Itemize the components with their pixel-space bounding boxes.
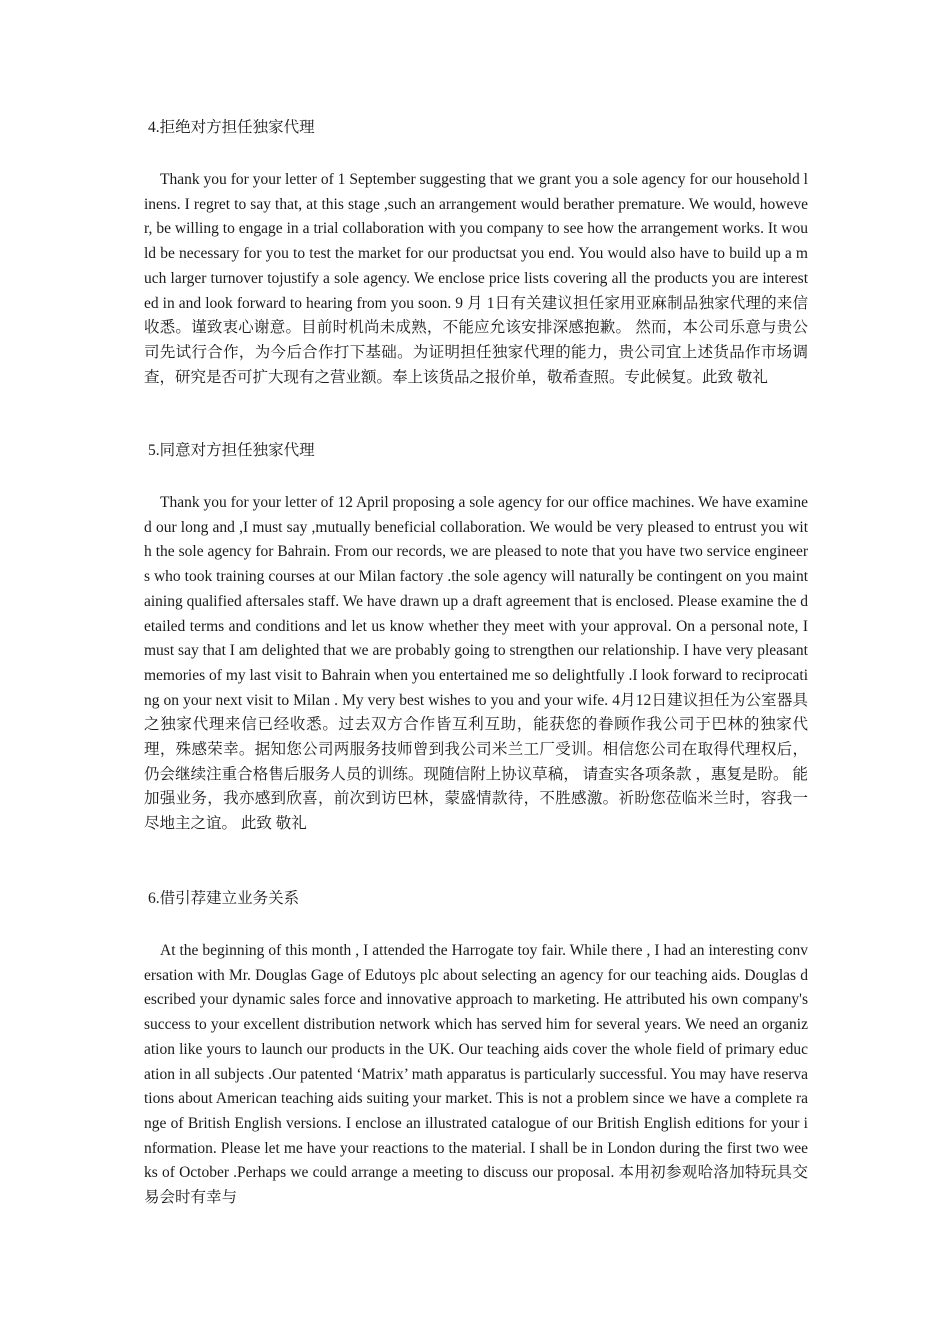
- section-body-6: At the beginning of this month , I attended the Harrogate toy fair. While there , I had an interesting conversation with Mr. Douglas Gage of Edutoys plc about selecting an agency for our teaching aids. Douglas described your dynamic sales force and innovative approach to marketing. He attributed his own company's success to your excellent distribution network which has served him for several years. We need an organization like yours to launch our products in the UK. Our teaching aids cover the whole field of primary education in all subjects .Our patented ‘Matrix’ math apparatus is particularly successful. You may have reservations about American teaching aids suiting your market. This is not a problem since we have a complete range of British English versions. I enclose an illustrated catalogue of our British English editions for your information. Please let me have your reactions to the material. I shall be in London during the first two weeks of October .Perhaps we could arrange a meeting to discuss our proposal. 本用初参观哈洛加特玩具交易会时有幸与: [144, 942, 808, 1207]
- section-heading-6: 6.借引荐建立业务关系: [148, 890, 300, 907]
- section-body-4: Thank you for your letter of 1 September suggesting that we grant you a sole agency for our household linens. I regret to say that, at this stage ,such an arrangement would berather premature. We would, however, be willing to engage in a trial collaboration with you company to see how the arrangement works. It would be necessary for you to test the market for our productsat you end. You would also have to build up a much larger turnover tojustify a sole agency. We enclose price lists covering all the products you are interested in and look forward to hearing from you soon. 9 月 1日有关建议担任家用亚麻制品独家代理的来信收悉。谨致衷心谢意。目前时机尚未成熟，不能应允该安排深感抱歉。 然而，本公司乐意与贵公司先试行合作，为今后合作打下基础。为证明担任独家代理的能力，贵公司宜上述货品作市场调查，研究是否可扩大现有之营业额。奉上该货品之报价单，敬希查照。专此候复。此致 敬礼: [144, 171, 808, 386]
- section-body-5: Thank you for your letter of 12 April proposing a sole agency for our office machines. We have examined our long and ,I must say ,mutually beneficial collaboration. We would be very pleased to entrust you with the sole agency for Bahrain. From our records, we are pleased to note that you have two service engineers who took training courses at our Milan factory .the sole agency will naturally be contingent on you maintaining qualified aftersales staff. We have drawn up a draft agreement that is enclosed. Please examine the detailed terms and conditions and let us know whether they meet with your approval. On a personal note, I must say that I am delighted that we are probably going to strengthen our relationship. I have very pleasant memories of my last visit to Bahrain when you entertained me so delightfully .I look forward to reciprocating on your next visit to Milan . My very best wishes to you and your wife. 4月12日建议担任为公室器具之独家代理来信已经收悉。过去双方合作皆互利互助，能获您的眷顾作我公司于巴林的独家代理，殊感荣幸。据知您公司两服务技师曾到我公司米兰工厂受训。相信您公司在取得代理权后，仍会继续注重合格售后服务人员的训练。现随信附上协议草稿， 请查实各项条款 ，惠复是盼。 能加强业务，我亦感到欣喜，前次到访巴林，蒙盛情款待，不胜感激。祈盼您莅临米兰时，容我一尽地主之谊。 此致 敬礼: [144, 494, 808, 833]
- section-heading-5: 5.同意对方担任独家代理: [148, 442, 315, 459]
- section-heading-4: 4.拒绝对方担任独家代理: [148, 119, 315, 136]
